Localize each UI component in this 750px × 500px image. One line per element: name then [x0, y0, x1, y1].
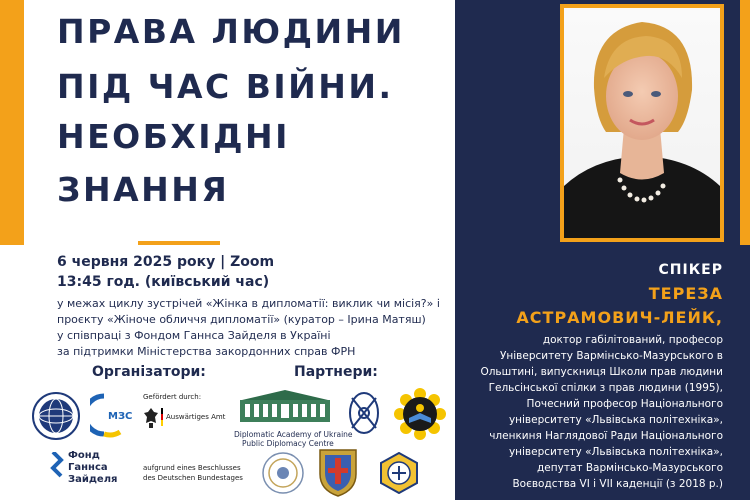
academy-name-line1: Diplomatic Academy of Ukraine	[234, 430, 353, 439]
speaker-bio-line-8: університету «Львівська політехніка»,	[508, 446, 723, 458]
beschluss-line-2: des Deutschen Bundestages	[143, 474, 243, 482]
organizers-heading: Організатори:	[92, 364, 206, 380]
description-line-2: проєкту «Жіноче обличчя дипломатії» (куратор – Ірина Матяш)	[57, 313, 426, 326]
title-underline	[138, 241, 220, 245]
event-time: 13:45 год. (київський час)	[57, 274, 270, 290]
title-line-2: ПІД ЧАС ВІЙНИ.	[57, 67, 394, 106]
speaker-bio-line-9: депутат Вармінсько-Мазурського	[537, 462, 723, 474]
circular-seal-logo	[262, 452, 304, 494]
description-line-3: у співпраці з Фондом Ганнса Зайделя в Україні	[57, 329, 331, 342]
monogram-logo	[344, 390, 384, 436]
speaker-bio-line-2: Університету Вармінсько-Мазурського в	[499, 350, 723, 362]
speaker-last-name: АСТРАМОВИЧ-ЛЕЙК,	[516, 308, 723, 327]
speaker-bio-line-10: Воєводства VI і VII каденції (з 2018 р.)	[512, 478, 723, 490]
speaker-bio-line-1: доктор габілітований, професор	[542, 334, 723, 346]
title-line-3: НЕОБХІДНІ	[57, 117, 290, 156]
auswaertiges-amt-text: Auswärtiges Amt	[166, 413, 226, 421]
speaker-bio-line-4: Гельсінської спілки з прав людини (1995),	[488, 382, 723, 394]
partners-heading: Партнери:	[294, 364, 378, 380]
hss-name-line3: Зайделя	[68, 474, 118, 485]
speaker-bio-line-5: Почесний професор Національного	[526, 398, 723, 410]
title-line-1: ПРАВА ЛЮДИНИ	[57, 12, 405, 51]
orange-corner-bar	[740, 0, 750, 245]
beschluss-line-1: aufgrund eines Beschlusses	[143, 464, 241, 472]
title-line-4: ЗНАННЯ	[57, 170, 230, 209]
hss-arrow-icon	[50, 452, 64, 480]
speaker-bio-line-7: членкиня Наглядової Ради Національного	[489, 430, 723, 442]
description-line-1: у межах циклу зустрічей «Жінка в дипломатії: виклик чи місія?» і	[57, 297, 440, 310]
hss-name-line1: Фонд	[68, 450, 100, 461]
event-date: 6 червня 2025 року | Zoom	[57, 254, 275, 270]
mzs-label: МЗС	[108, 411, 133, 422]
speaker-bio-line-3: Ольштині, випускниця Школи прав людини	[480, 366, 723, 378]
academy-building-logo	[232, 388, 338, 426]
sunflower-book-logo	[394, 388, 446, 440]
globe-seal-logo	[32, 392, 80, 440]
speaker-first-name: ТЕРЕЗА	[648, 284, 723, 303]
hexagon-logo	[378, 452, 420, 494]
coat-of-arms-logo	[316, 446, 360, 498]
hss-name-line2: Ганнса	[68, 462, 108, 473]
speaker-bio-line-6: університету «Львівська політехніка»,	[508, 414, 723, 426]
description-line-4: за підтримки Міністерства закордонних справ ФРН	[57, 345, 356, 358]
gefordert-text: Gefördert durch:	[143, 393, 202, 401]
flag-gold	[161, 420, 163, 426]
orange-accent-bar	[0, 0, 24, 245]
speaker-photo	[564, 8, 720, 238]
speaker-label: СПІКЕР	[658, 262, 723, 278]
eagle-icon	[143, 406, 159, 430]
academy-name-line2: Public Diplomacy Centre	[242, 439, 334, 448]
